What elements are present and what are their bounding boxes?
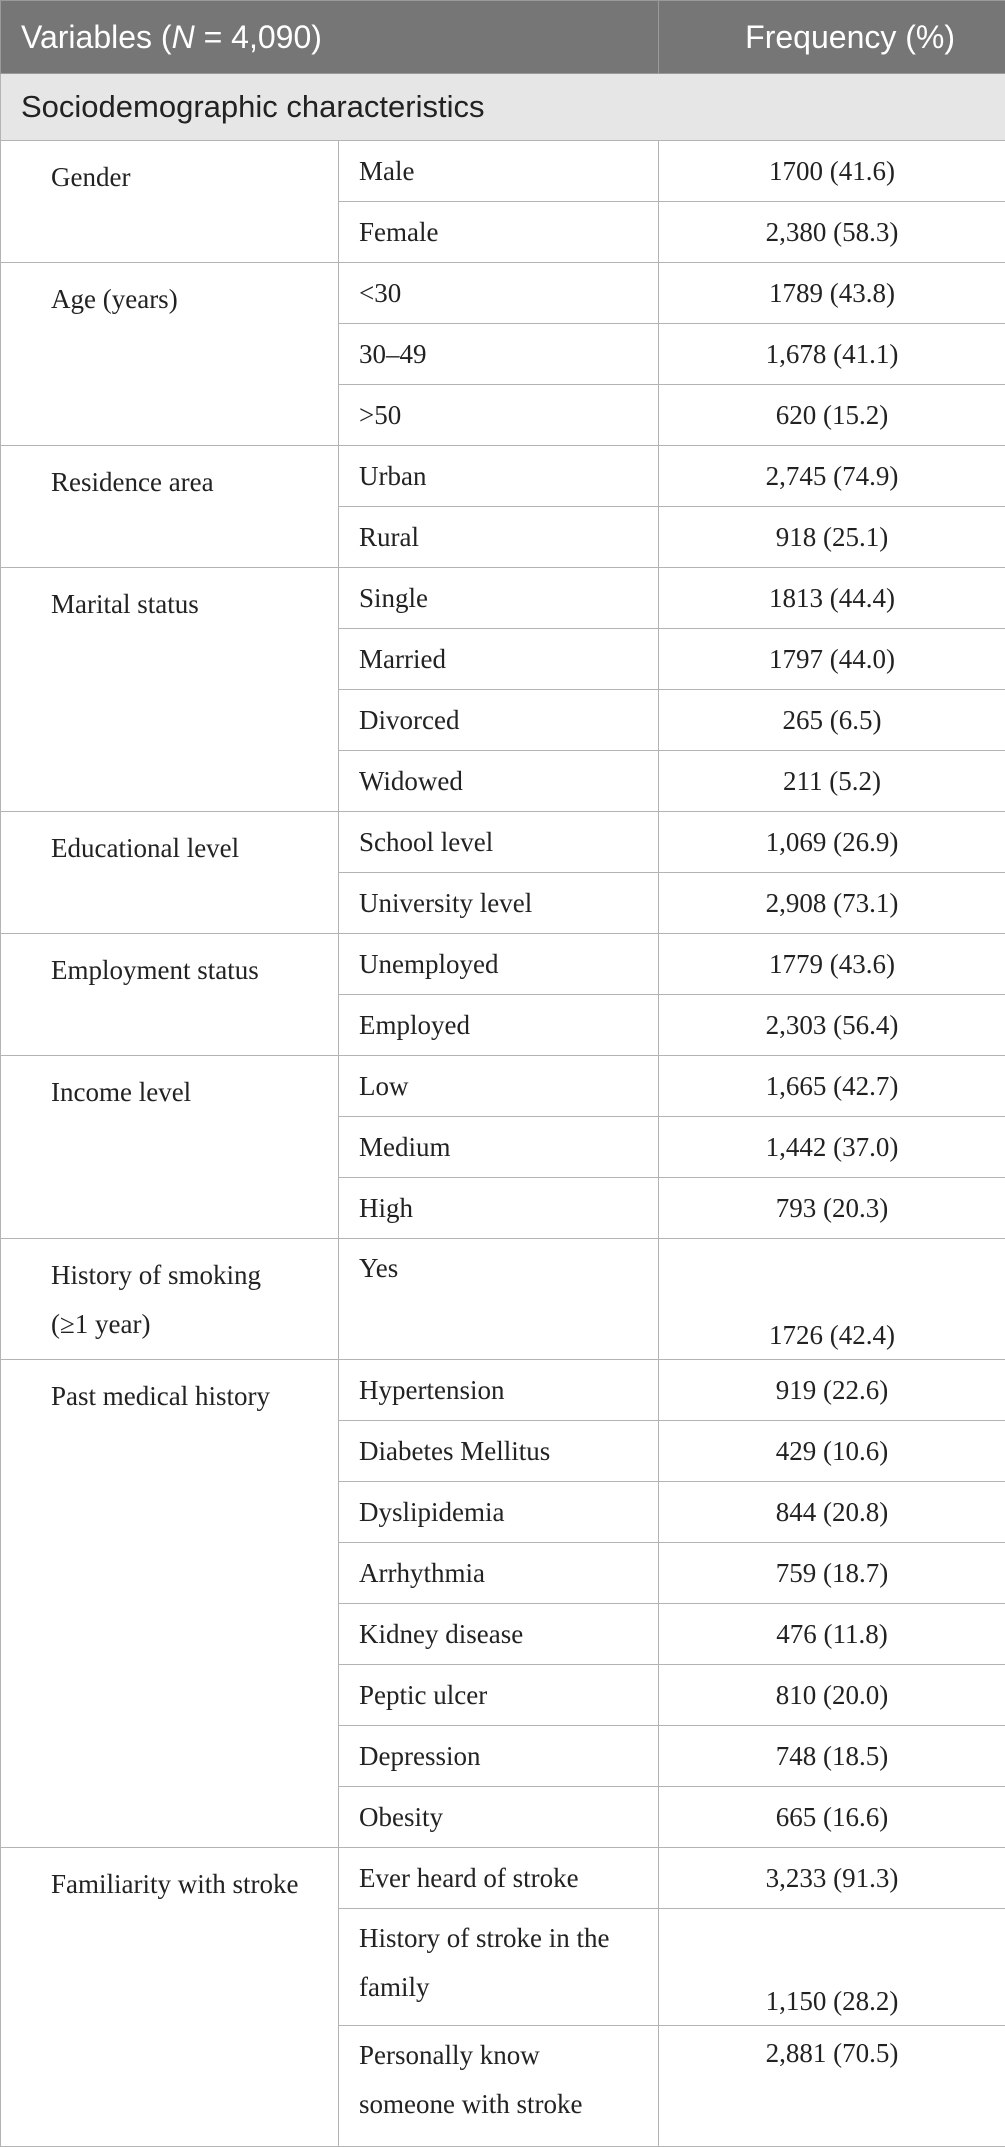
variable-medical: Past medical history	[1, 1360, 339, 1848]
frequency-cell: 810 (20.0)	[659, 1665, 1005, 1726]
category-cell: Medium	[339, 1117, 659, 1178]
table-row	[1, 568, 1005, 629]
category-cell: Single	[339, 568, 659, 629]
frequency-cell: 1789 (43.8)	[659, 263, 1005, 324]
variable-residence: Residence area	[1, 446, 339, 568]
frequency-cell: 1,442 (37.0)	[659, 1117, 1005, 1178]
table-row	[1, 812, 1005, 873]
variable-gender: Gender	[1, 141, 339, 263]
frequency-cell: 793 (20.3)	[659, 1178, 1005, 1239]
category-cell	[339, 2026, 659, 2147]
variable-income: Income level	[1, 1056, 339, 1239]
category-cell: Diabetes Mellitus	[339, 1421, 659, 1482]
frequency-cell: 748 (18.5)	[659, 1726, 1005, 1787]
category-cell: Married	[339, 629, 659, 690]
table-row	[1, 1360, 1005, 1421]
frequency-cell: 211 (5.2)	[659, 751, 1005, 812]
frequency-cell: 2,303 (56.4)	[659, 995, 1005, 1056]
category-line2: someone with stroke	[359, 2089, 583, 2119]
frequency-cell: 918 (25.1)	[659, 507, 1005, 568]
frequency-cell: 1726 (42.4)	[659, 1239, 1005, 1360]
variable-stroke: Familiarity with stroke	[1, 1848, 339, 2147]
frequency-cell: 1797 (44.0)	[659, 629, 1005, 690]
header-variables: Variables (N = 4,090)	[1, 1, 659, 74]
frequency-cell: 2,908 (73.1)	[659, 873, 1005, 934]
frequency-cell: 759 (18.7)	[659, 1543, 1005, 1604]
category-line2: family	[359, 1972, 430, 2002]
variable-smoking-line1: History of smoking	[51, 1260, 262, 1290]
frequency-cell: 2,380 (58.3)	[659, 202, 1005, 263]
frequency-cell: 1,665 (42.7)	[659, 1056, 1005, 1117]
category-cell: Rural	[339, 507, 659, 568]
category-cell: Obesity	[339, 1787, 659, 1848]
category-cell: 30–49	[339, 324, 659, 385]
frequency-cell: 919 (22.6)	[659, 1360, 1005, 1421]
variable-marital: Marital status	[1, 568, 339, 812]
category-cell: Yes	[339, 1239, 659, 1360]
category-cell: Male	[339, 141, 659, 202]
frequency-cell: 665 (16.6)	[659, 1787, 1005, 1848]
category-cell: Arrhythmia	[339, 1543, 659, 1604]
frequency-cell: 1,150 (28.2)	[659, 1909, 1005, 2026]
header-frequency: Frequency (%)	[659, 1, 1005, 74]
category-cell	[339, 1909, 659, 2026]
frequency-cell: 1700 (41.6)	[659, 141, 1005, 202]
category-cell: School level	[339, 812, 659, 873]
frequency-cell: 265 (6.5)	[659, 690, 1005, 751]
table-row	[1, 1056, 1005, 1117]
frequency-cell: 844 (20.8)	[659, 1482, 1005, 1543]
variable-smoking	[1, 1239, 339, 1360]
category-cell: Unemployed	[339, 934, 659, 995]
variable-smoking-line2: (≥1 year)	[51, 1309, 151, 1339]
frequency-cell: 429 (10.6)	[659, 1421, 1005, 1482]
category-cell: <30	[339, 263, 659, 324]
table-row	[1, 934, 1005, 995]
category-line1: Personally know	[359, 2040, 540, 2070]
category-cell: Peptic ulcer	[339, 1665, 659, 1726]
frequency-cell: 2,881 (70.5)	[659, 2026, 1005, 2147]
category-cell: >50	[339, 385, 659, 446]
frequency-cell: 1779 (43.6)	[659, 934, 1005, 995]
table-row	[1, 141, 1005, 202]
category-cell: Female	[339, 202, 659, 263]
category-cell: Divorced	[339, 690, 659, 751]
variable-education: Educational level	[1, 812, 339, 934]
category-cell: Dyslipidemia	[339, 1482, 659, 1543]
variable-age: Age (years)	[1, 263, 339, 446]
table-row	[1, 446, 1005, 507]
category-cell: Kidney disease	[339, 1604, 659, 1665]
variable-employment: Employment status	[1, 934, 339, 1056]
section-title: Sociodemographic characteristics	[1, 74, 1005, 141]
category-line1: History of stroke in the	[359, 1923, 610, 1953]
table-row	[1, 263, 1005, 324]
table-row	[1, 1848, 1005, 1909]
category-cell: Hypertension	[339, 1360, 659, 1421]
category-cell: Low	[339, 1056, 659, 1117]
category-cell: Urban	[339, 446, 659, 507]
category-cell: Depression	[339, 1726, 659, 1787]
category-cell: Employed	[339, 995, 659, 1056]
frequency-cell: 2,745 (74.9)	[659, 446, 1005, 507]
table-row	[1, 1239, 1005, 1360]
category-cell: High	[339, 1178, 659, 1239]
frequency-cell: 476 (11.8)	[659, 1604, 1005, 1665]
frequency-cell: 3,233 (91.3)	[659, 1848, 1005, 1909]
category-cell: University level	[339, 873, 659, 934]
frequency-cell: 1813 (44.4)	[659, 568, 1005, 629]
frequency-cell: 1,069 (26.9)	[659, 812, 1005, 873]
category-cell: Widowed	[339, 751, 659, 812]
category-cell: Ever heard of stroke	[339, 1848, 659, 1909]
frequency-cell: 1,678 (41.1)	[659, 324, 1005, 385]
table-header-row	[1, 1, 1005, 74]
frequency-cell: 620 (15.2)	[659, 385, 1005, 446]
section-row	[1, 74, 1005, 141]
